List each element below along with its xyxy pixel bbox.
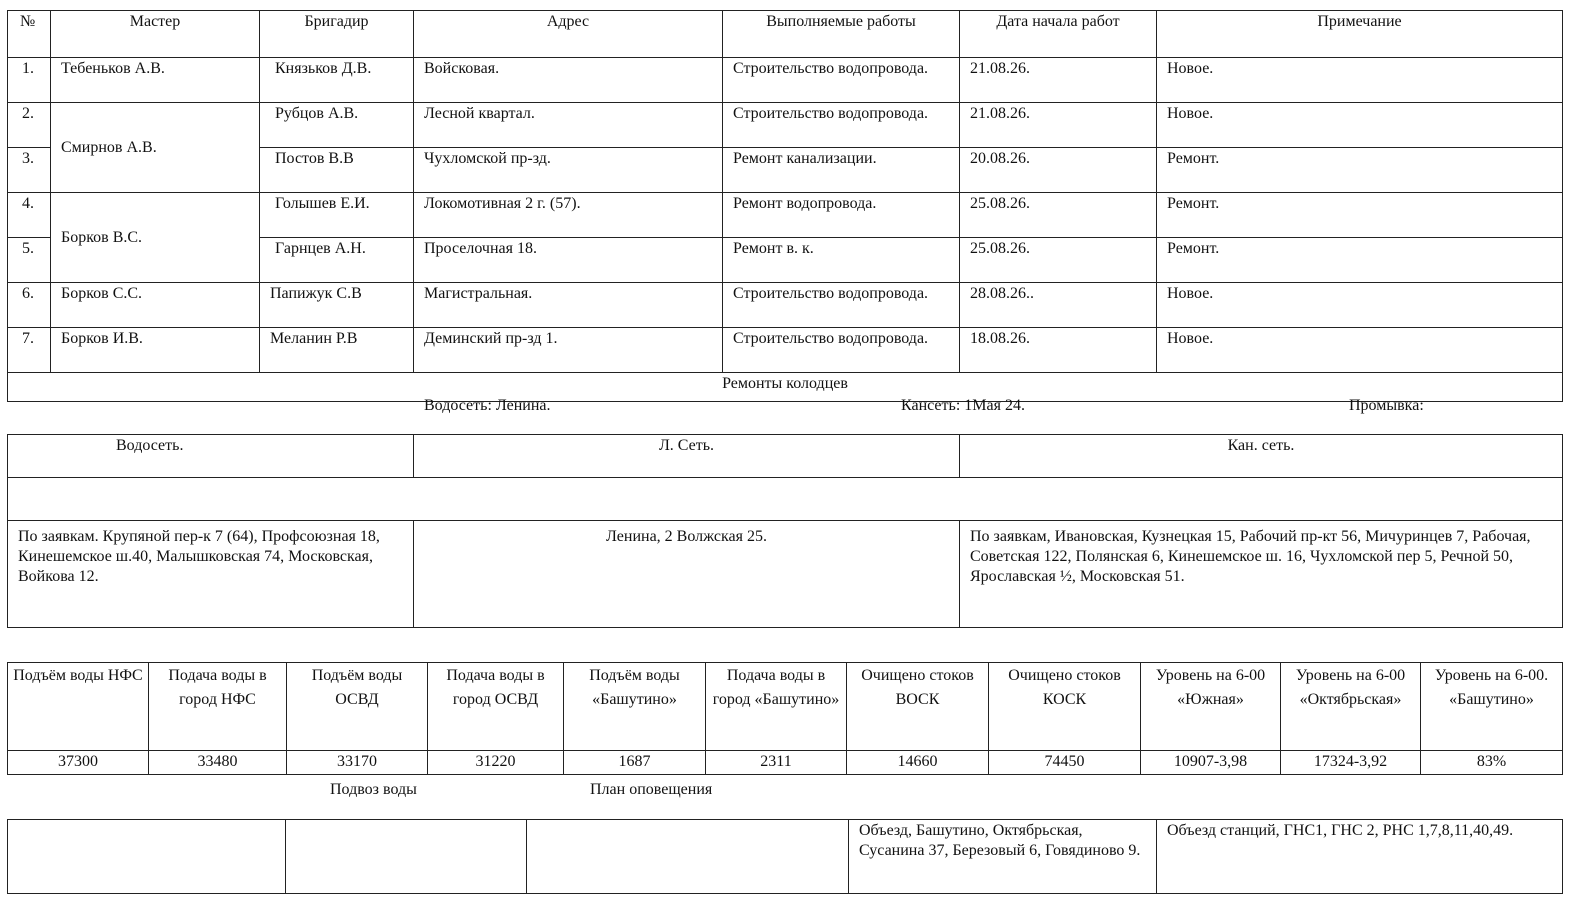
header-address: Адрес [414, 11, 723, 58]
header-vodoset: Водосеть. [8, 435, 414, 478]
kan-set-requests: По заявкам, Ивановская, Кузнецкая 15, Рабочий пр-кт 56, Мичуринцев 7, Рабочая, Советская 122, Полянская 6, Кинешемское ш. 16, Чухломской пер 5, Речной 50, Ярославская ½, Московская 51. [960, 521, 1563, 628]
row-num: 5. [8, 238, 51, 283]
row-date: 25.08.26. [960, 238, 1157, 283]
header-level-oktyabrskaya: Уровень на 6-00 «Октябрьская» [1281, 663, 1421, 751]
value-level-yuzhnaya: 10907-3,98 [1141, 751, 1281, 775]
networks-table [7, 434, 1563, 628]
value-bashutino-lift: 1687 [564, 751, 706, 775]
row-num: 6. [8, 283, 51, 328]
row-address: Лесной квартал. [414, 103, 723, 148]
row-work: Строительство водопровода. [723, 328, 960, 373]
row-work: Строительство водопровода. [723, 103, 960, 148]
water-delivery-label: Подвоз воды [330, 781, 417, 798]
row-note: Ремонт. [1157, 148, 1563, 193]
row-address: Деминский пр-зд 1. [414, 328, 723, 373]
l-set-requests: Ленина, 2 Волжская 25. [414, 521, 960, 628]
kanset-label: Кансеть: 1Мая 24. [901, 397, 1025, 414]
row-work: Ремонт канализации. [723, 148, 960, 193]
row-foreman: Голышев Е.И. [260, 193, 414, 238]
header-kosk: Очищено стоков КОСК [989, 663, 1141, 751]
value-kosk: 74450 [989, 751, 1141, 775]
header-work: Выполняемые работы [723, 11, 960, 58]
row-date: 25.08.26. [960, 193, 1157, 238]
row-address: Проселочная 18. [414, 238, 723, 283]
empty-cell [527, 820, 849, 894]
row-note: Новое. [1157, 103, 1563, 148]
header-level-bashutino: Уровень на 6-00. «Башутино» [1421, 663, 1563, 751]
value-nfs-supply: 33480 [149, 751, 287, 775]
value-bashutino-supply: 2311 [706, 751, 847, 775]
empty-cell [286, 820, 527, 894]
networks-table-body [8, 521, 1563, 628]
promyvka-label: Промывка: [1349, 397, 1424, 414]
header-master: Мастер [51, 11, 260, 58]
row-master: Тебеньков А.В. [51, 58, 260, 103]
row-note: Новое. [1157, 328, 1563, 373]
row-foreman: Гарнцев А.Н. [260, 238, 414, 283]
water-stats-values [8, 751, 1563, 775]
row-master: Смирнов А.В. [51, 103, 260, 193]
header-note: Примечание [1157, 11, 1563, 58]
row-address: Магистральная. [414, 283, 723, 328]
header-nfs-lift: Подъём воды НФС [8, 663, 149, 751]
header-date: Дата начала работ [960, 11, 1157, 58]
value-level-bashutino: 83% [1421, 751, 1563, 775]
table-row [8, 193, 1563, 238]
header-nfs-supply: Подача воды в город НФС [149, 663, 287, 751]
row-work: Ремонт в. к. [723, 238, 960, 283]
header-bashutino-lift: Подъём воды «Башутино» [564, 663, 706, 751]
header-osvd-supply: Подача воды в город ОСВД [428, 663, 564, 751]
delivery-plan-table [7, 819, 1563, 894]
row-master: Борков В.С. [51, 193, 260, 283]
header-vosk: Очищено стоков ВОСК [847, 663, 989, 751]
row-note: Ремонт. [1157, 238, 1563, 283]
value-nfs-lift: 37300 [8, 751, 149, 775]
value-osvd-lift: 33170 [287, 751, 428, 775]
networks-table-empty-row [8, 478, 1563, 521]
row-work: Ремонт водопровода. [723, 193, 960, 238]
row-master: Борков С.С. [51, 283, 260, 328]
header-kan-set: Кан. сеть. [960, 435, 1563, 478]
row-master: Борков И.В. [51, 328, 260, 373]
row-foreman: Постов В.В [260, 148, 414, 193]
delivery-plan-row [8, 820, 1563, 894]
row-foreman: Меланин Р.В [260, 328, 414, 373]
row-num: 7. [8, 328, 51, 373]
table-row [8, 328, 1563, 373]
row-note: Новое. [1157, 58, 1563, 103]
row-num: 4. [8, 193, 51, 238]
vodoset-label: Водосеть: Ленина. [424, 397, 551, 414]
table-row [8, 103, 1563, 148]
row-work: Строительство водопровода. [723, 58, 960, 103]
works-table-header [8, 11, 1563, 58]
works-table-footer [8, 373, 1563, 402]
row-foreman: Рубцов А.В. [260, 103, 414, 148]
value-level-oktyabrskaya: 17324-3,92 [1281, 751, 1421, 775]
works-table [7, 10, 1563, 402]
row-address: Войсковая. [414, 58, 723, 103]
stations-detour: Объезд станций, ГНС1, ГНС 2, РНС 1,7,8,11,40,49. [1157, 820, 1563, 894]
row-date: 18.08.26. [960, 328, 1157, 373]
row-date: 21.08.26. [960, 103, 1157, 148]
detour-routes: Объезд, Башутино, Октябрьская, Сусанина 37, Березовый 6, Говядиново 9. [849, 820, 1157, 894]
table-row [8, 283, 1563, 328]
header-foreman: Бригадир [260, 11, 414, 58]
value-vosk: 14660 [847, 751, 989, 775]
row-foreman: Князьков Д.В. [260, 58, 414, 103]
empty-cell [8, 478, 1563, 521]
header-osvd-lift: Подъём воды ОСВД [287, 663, 428, 751]
row-num: 3. [8, 148, 51, 193]
notification-plan-label: План оповещения [590, 781, 713, 798]
wells-repair-title: Ремонты колодцев [8, 373, 1563, 402]
row-note: Ремонт. [1157, 193, 1563, 238]
row-date: 20.08.26. [960, 148, 1157, 193]
row-address: Локомотивная 2 г. (57). [414, 193, 723, 238]
vodoset-requests: По заявкам. Крупяной пер-к 7 (64), Профсоюзная 18, Кинешемское ш.40, Малышковская 74, Московская, Войкова 12. [8, 521, 414, 628]
water-stats-table [7, 662, 1563, 775]
empty-cell [8, 820, 286, 894]
header-level-yuzhnaya: Уровень на 6-00 «Южная» [1141, 663, 1281, 751]
row-work: Строительство водопровода. [723, 283, 960, 328]
row-address: Чухломской пр-зд. [414, 148, 723, 193]
header-l-set: Л. Сеть. [414, 435, 960, 478]
networks-table-header [8, 435, 1563, 478]
table-row [8, 58, 1563, 103]
row-num: 2. [8, 103, 51, 148]
row-date: 28.08.26.. [960, 283, 1157, 328]
header-bashutino-supply: Подача воды в город «Башутино» [706, 663, 847, 751]
header-num: № [8, 11, 51, 58]
row-date: 21.08.26. [960, 58, 1157, 103]
water-stats-header [8, 663, 1563, 751]
row-num: 1. [8, 58, 51, 103]
row-foreman: Папижук С.В [260, 283, 414, 328]
row-note: Новое. [1157, 283, 1563, 328]
value-osvd-supply: 31220 [428, 751, 564, 775]
